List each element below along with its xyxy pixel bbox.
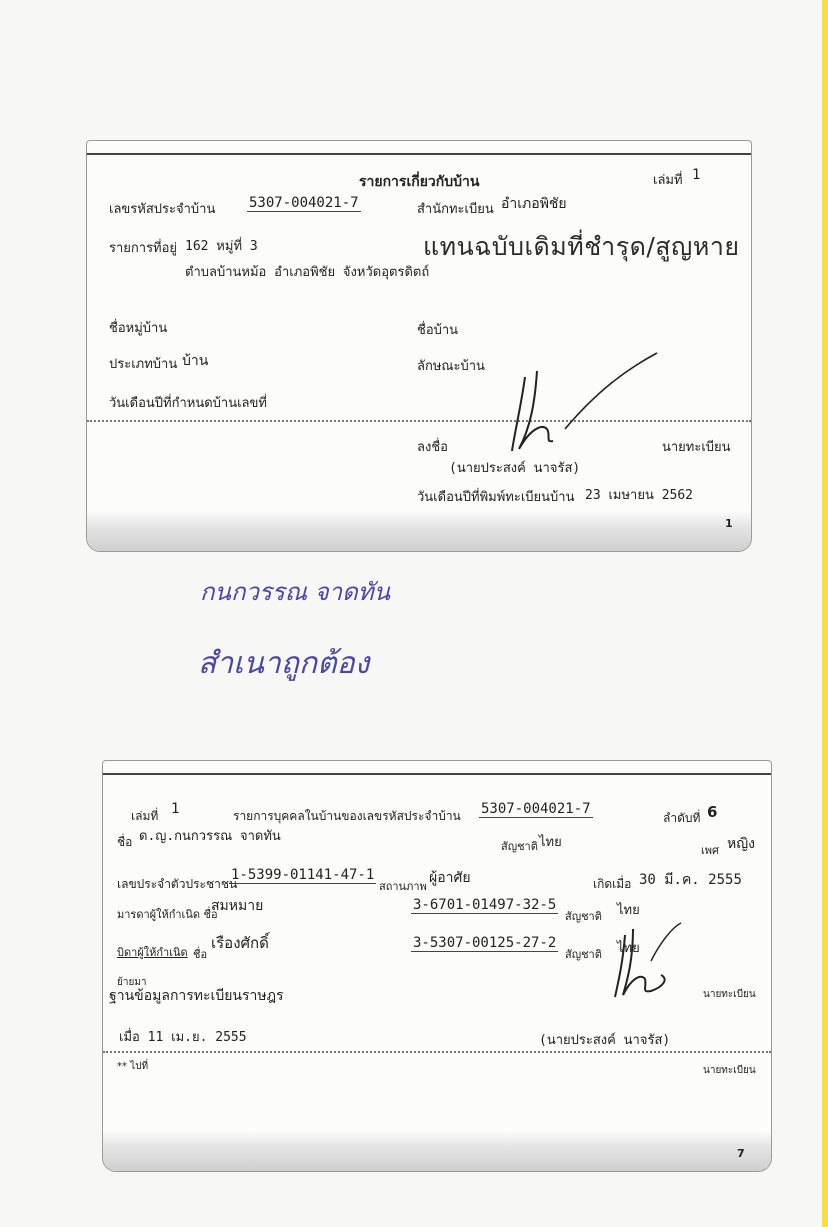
born-label: เกิดเมื่อ [593, 877, 632, 891]
moved-in-label: ย้ายมา [117, 977, 147, 988]
registrar-label: นายทะเบียน [703, 989, 756, 1000]
village-label: ชื่อหมู่บ้าน [109, 321, 168, 336]
registration-date: เมื่อ 11 เม.ย. 2555 [119, 1030, 247, 1045]
father-name-label: ชื่อ [193, 948, 208, 961]
card-top-rule [87, 153, 751, 155]
registrar-label-2: นายทะเบียน [703, 1065, 756, 1076]
house-type-label: ประเภทบ้าน [109, 357, 178, 372]
house-id-value: 5307-004021-7 [249, 195, 359, 211]
office-label: สำนักทะเบียน [417, 202, 494, 217]
assigned-date-label: วันเดือนปีที่กำหนดบ้านเลขที่ [109, 396, 267, 411]
house-details-card [86, 140, 752, 552]
card-scan-shadow [87, 511, 751, 551]
status-value: ผู้อาศัย [429, 870, 471, 886]
card-page-number: 1 [725, 517, 733, 530]
father-name: เรืองศักดิ์ [211, 934, 269, 952]
nationality-label: สัญชาติ [501, 840, 538, 853]
registrar-signature [611, 921, 701, 1001]
registrar-signature [507, 351, 667, 461]
data-source: ฐานข้อมูลการทะเบียนราษฎร [109, 988, 284, 1004]
address-line1: 162 หมู่ที่ 3 [185, 239, 258, 254]
book-label: เล่มที่ [653, 173, 683, 188]
page-edge-stripe [822, 0, 828, 1227]
card-title: รายการบุคคลในบ้านของเลขรหัสประจำบ้าน [233, 809, 461, 823]
father-id: 3-5307-00125-27-2 [413, 935, 557, 951]
address-label: รายการที่อยู่ [109, 241, 178, 256]
father-label: บิดาผู้ให้กำเนิด [117, 946, 188, 959]
print-date: 23 เมษายน 2562 [585, 488, 693, 503]
print-date-label: วันเดือนปีที่พิมพ์ทะเบียนบ้าน [417, 490, 575, 505]
mother-nationality-label: สัญชาติ [565, 910, 602, 923]
birth-date: 30 มี.ค. 2555 [639, 872, 742, 888]
mother-nationality: ไทย [617, 903, 640, 918]
order-label: ลำดับที่ [663, 811, 701, 825]
house-type-value: บ้าน [182, 353, 209, 369]
person-name: ด.ญ.กนกวรรณ จาดทัน [139, 829, 281, 844]
replacement-stamp: แทนฉบับเดิมที่ชำรุด/สูญหาย [423, 232, 740, 261]
address-line2: ตำบลบ้านหม้อ อำเภอพิชัย จังหวัดอุตรดิตถ์ [185, 265, 430, 280]
card-scan-shadow [103, 1131, 771, 1171]
mother-id: 3-6701-01497-32-5 [413, 897, 557, 913]
id-label: เลขประจำตัวประชาชน [117, 877, 238, 891]
sex-value: หญิง [727, 836, 755, 852]
father-nationality-label: สัญชาติ [565, 948, 602, 961]
book-label: เล่มที่ [131, 809, 159, 823]
house-id-value: 5307-004021-7 [481, 801, 591, 817]
sex-label: เพศ [701, 844, 719, 857]
nationality-value: ไทย [539, 835, 562, 850]
registrar-name: (นายประสงค์ นาจรัส) [539, 1033, 671, 1048]
registrar-label: นายทะเบียน [662, 440, 731, 455]
name-label: ชื่อ [117, 835, 133, 849]
father-nationality: ไทย [617, 941, 640, 956]
person-details-card [102, 760, 772, 1172]
card-page-number: 7 [737, 1147, 745, 1160]
sign-label: ลงชื่อ [417, 440, 448, 455]
book-number: 1 [171, 801, 180, 817]
status-label: สถานภาพ [379, 880, 427, 893]
mother-label: มารดาผู้ให้กำเนิด ชื่อ [117, 908, 218, 921]
handwritten-name: กนกวรรณ จาดทัน [200, 578, 390, 606]
registrar-name: (นายประสงค์ นาจรัส) [449, 461, 581, 476]
mother-name: สมหมาย [211, 898, 264, 914]
house-id-label: เลขรหัสประจำบ้าน [109, 202, 216, 217]
moved-out-label: ** ไปที่ [117, 1061, 149, 1072]
card-top-rule [103, 773, 771, 775]
order-number: 6 [707, 803, 718, 821]
handwritten-certified: สำเนาถูกต้อง [198, 646, 370, 681]
card-title: รายการเกี่ยวกับบ้าน [359, 174, 480, 190]
citizen-id: 1-5399-01141-47-1 [231, 867, 375, 883]
house-feature-label: ลักษณะบ้าน [417, 359, 485, 374]
dotted-separator [103, 1051, 771, 1053]
office-value: อำเภอพิชัย [501, 196, 567, 212]
book-number: 1 [692, 167, 701, 183]
house-name-label: ชื่อบ้าน [417, 323, 459, 338]
